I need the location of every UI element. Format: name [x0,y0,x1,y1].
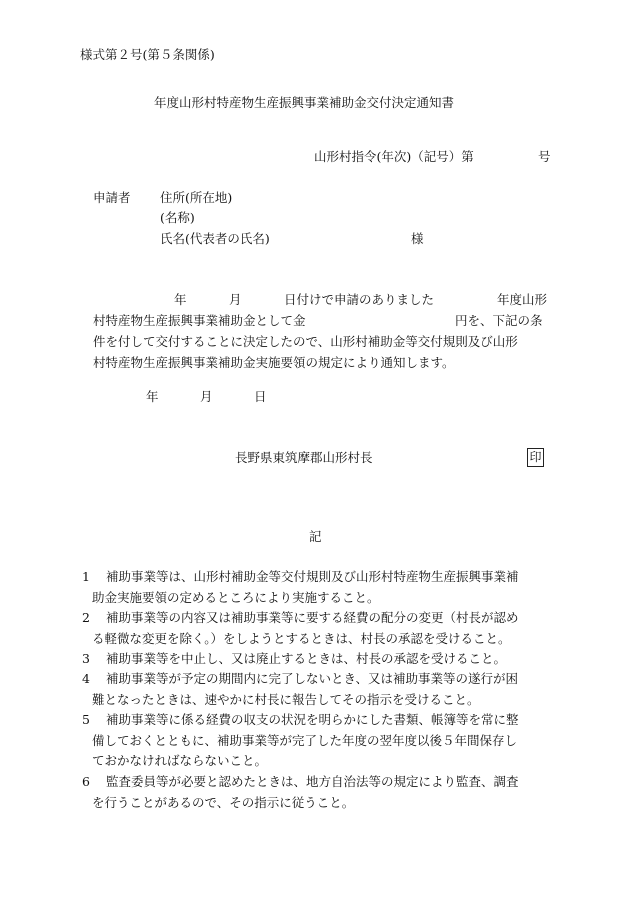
condition-item-4 [82,669,562,710]
condition-line: 補助事業等に係る経費の収支の状況を明らかにした書類、帳簿等を常に整 [106,712,519,727]
reference-number-suffix: 号 [538,149,551,164]
body-line3: 件を付して交付することに決定したので、山形村補助金等交付規則及び山形 [93,334,518,349]
condition-item-2 [82,608,562,649]
date-day: 日 [254,389,267,404]
applicant-name-label: (名称) [160,210,195,225]
condition-number: 6 [82,774,90,789]
condition-line: 備しておくとともに、補助事業等が完了した年度の翌年度以後５年間保存し [92,732,518,748]
reference-number-label: 山形村指令(年次)（記号）第 [314,149,474,164]
condition-line: を行うことがあるので、その指示に従うこと。 [92,794,355,810]
body-line1-month: 月 [229,292,242,307]
applicant-label: 申請者 [93,190,131,205]
issuer-name: 長野県東筑摩郡山形村長 [235,450,373,465]
official-seal: 印 [527,448,544,467]
body-line1-tail: 年度山形 [497,292,548,307]
applicant-address-label: 住所(所在地) [160,190,233,205]
condition-number: 4 [82,671,90,686]
document-title: 年度山形村特産物生産振興事業補助金交付決定通知書 [154,95,455,110]
note-heading: 記 [309,529,322,544]
body-line2-tail: 円を、下記の条 [455,313,543,328]
condition-line: る軽微な変更を除く。）をしようとするときは、村長の承認を受けること。 [92,630,511,646]
body-line1-year: 年 [174,292,187,307]
condition-line: 補助事業等は、山形村補助金等交付規則及び山形村特産物生産振興事業補 [106,569,519,584]
condition-line: 助金実施要領の定めるところにより実施すること。 [92,589,380,605]
condition-number: 1 [82,569,90,584]
condition-item-3 [82,649,562,670]
body-line4: 村特産物生産振興事業補助金実施要領の規定により通知します。 [93,355,455,370]
condition-item-5 [82,710,562,772]
applicant-honorific: 様 [411,231,424,246]
condition-item-1 [82,567,562,608]
condition-line: 難となったときは、速やかに村長に報告してその指示を受けること。 [92,691,480,707]
condition-item-6 [82,772,562,813]
condition-line: 補助事業等を中止し、又は廃止するときは、村長の承認を受けること。 [106,651,507,666]
condition-line: 監査委員等が必要と認めたときは、地方自治法等の規定により監査、調査 [106,774,519,789]
condition-line: 補助事業等が予定の期間内に完了しないとき、又は補助事業等の遂行が困 [106,671,519,686]
applicant-representative-label: 氏名(代表者の氏名) [160,231,270,246]
condition-number: 3 [82,651,90,666]
condition-number: 5 [82,712,90,727]
date-month: 月 [200,389,213,404]
condition-number: 2 [82,610,90,625]
date-year: 年 [146,389,159,404]
body-line2-text: 村特産物生産振興事業補助金として金 [93,313,306,328]
form-number: 様式第２号(第５条関係) [80,47,215,62]
condition-line: ておかなければならないこと。 [92,753,268,768]
body-line1-text: 日付けで申請のありました [284,292,435,307]
condition-line: 補助事業等の内容又は補助事業等に要する経費の配分の変更（村長が認め [106,610,519,625]
